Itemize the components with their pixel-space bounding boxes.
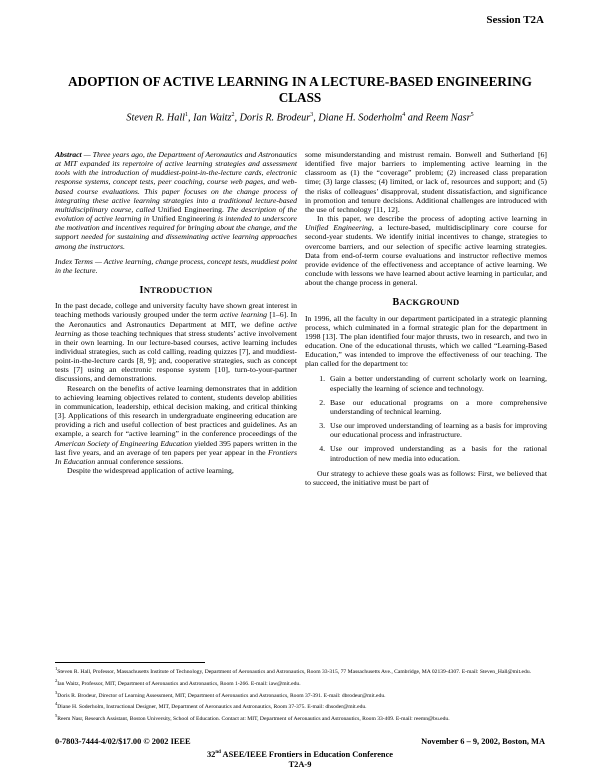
abstract <box>55 150 297 251</box>
footnote <box>55 665 545 677</box>
author-separator: , <box>187 112 194 124</box>
left-column <box>55 150 297 475</box>
list-item: 1. Gain a better understanding of current scholarly work on learning, especially the learning of science and technology. <box>327 374 547 392</box>
footnote-divider <box>55 662 205 663</box>
footnote <box>55 689 545 701</box>
list-item: 3. Use our improved understanding of learning as a basis for improving our educational process and infrastructure. <box>327 421 547 439</box>
author-mark: 4 <box>402 112 406 118</box>
footnote-text: Ian Waitz, Professor, MIT, Department of Aeronautics and Astronautics, Room 1-266. E-mail: iaw@mit.edu. <box>57 680 301 687</box>
text-run: annual conference sessions. <box>95 456 184 466</box>
footnote-text: Reem Nasr, Research Assistant, Boston University, School of Education. Contact at: MIT, Department of Aeronautics and Astronautics, Room 33-409. E-mail: reemn@bu.edu. <box>57 715 450 722</box>
conference-line <box>0 748 600 760</box>
text-run: as those teaching techniques that stress students’ active involvement in their own learning. In our lecture-based courses, active learning includes individual strategies, such as cold calling, reading quizzes [7], and muddiest-point-in-the-lecture cards [8, 9]; and, cooperative strategies, such as concept tests [7] using an electronic response system [10], turn-to-your-partner discussions, and demonstrations. <box>55 328 297 384</box>
author-mark: 3 <box>310 112 314 118</box>
right-column <box>305 150 547 487</box>
author-mark: 1 <box>184 112 188 118</box>
list-item: 2. Base our educational programs on a more comprehensive understanding of technical learning. <box>327 398 547 416</box>
author-name: Ian Waitz <box>193 112 232 124</box>
author-mark: 5 <box>470 112 474 118</box>
term: active learning <box>219 310 268 320</box>
conference-name: ASEE/IEEE Frontiers in Education Conference <box>220 749 394 759</box>
text-run: In the past decade, college and university faculty have shown great interest in teaching methods variously grouped under the term <box>55 301 297 320</box>
author-name: Steven R. Hall <box>126 112 185 124</box>
author-name: Reem Nasr <box>425 112 471 124</box>
author-name: Diane H. Soderholm <box>318 112 403 124</box>
course-name: Unified Engineering <box>151 214 216 224</box>
paragraph: Our strategy to achieve these goals was as follows: First, we believed that to succeed, the initiative must be part of <box>305 468 547 487</box>
paragraph <box>55 301 297 383</box>
footnote-text: Steven R. Hall, Professor, Massachusetts Institute of Technology, Department of Aeronautics and Astronautics, Room 33-315, 77 Massachusetts Ave., Cambridge, MA 02139-4307. E-mail: Steven_Hall@mit.edu. <box>57 668 532 675</box>
abstract-lead: Abstract <box>55 150 82 159</box>
text-run: , a lecture-based, multidisciplinary core course for second-year students. We identify initial incentives to change, strategies to overcome barriers, and our selection of specific active learning strategies. Data from end-of-term course evaluations and instructor reflective memos provide evidence of the effectiveness and acceptance of active learning. We conclude with lessons we have learned about active learning in particular, and about the change process in general. <box>305 223 547 288</box>
abstract-text: . The description of the evolution of active learning in <box>55 204 297 224</box>
paper-title: ADOPTION OF ACTIVE LEARNING IN A LECTURE-BASED ENGINEERING CLASS <box>68 74 532 105</box>
conference-suffix: nd <box>215 750 221 755</box>
text-run: Research on the benefits of active learning demonstrates that in addition to achieving learning objectives related to content, students develop abilities in communication, leadership, ethical decision making, and critical thinking [3]. Applications of this research in undergraduate engineering education are providing a rich and useful collection of best practices and guidelines. As an example, a search for “active learning” in the conference proceedings of the <box>55 383 297 439</box>
session-label: Session T2A <box>486 14 544 26</box>
heading-initial: I <box>139 285 144 297</box>
paragraph <box>55 384 297 466</box>
footer-isbn: 0-7803-7444-4/02/$17.00 © 2002 IEEE <box>55 737 191 746</box>
course-name: Unified Engineering <box>305 223 372 233</box>
footnote-mark: 2 <box>55 677 58 683</box>
footnote-mark: 4 <box>55 701 58 707</box>
footnote <box>55 700 545 712</box>
footnote-text: Diane H. Soderholm, Instructional Designer, MIT, Department of Aeronautics and Astronautics, Room 37-375. E-mail: dhsoder@mit.edu. <box>57 704 367 711</box>
paragraph: In 1996, all the faculty in our department participated in a strategic planning process, which culminated in a formal strategic plan for the department in 1998 [13]. The plan identified four major thrusts, two in research, and two in education. One of the educational thrusts, which we called “Learning-Based Education,” was intended to improve the effectiveness of our teaching. The plan called for the department to: <box>305 313 547 369</box>
author-separator: , <box>313 112 319 124</box>
author-list <box>40 112 560 123</box>
term: active learning <box>55 319 297 338</box>
paragraph: some misunderstanding and mistrust remain. Bonwell and Sutherland [6] identified five major barriers to implementing active learning in the classroom as (1) the “coverage” problem; (2) increased class preparation time; (3) large classes; (4) limited, or lack of, resources and support; and (5) the risks of colleagues’ disapproval, student dissatisfaction, and significance in promotion and tenure decisions. Additional challenges are introduced with the use of technology [11, 12]. <box>305 150 547 214</box>
conference-name: Frontiers In Education <box>55 447 297 466</box>
section-heading-introduction <box>55 286 297 295</box>
footnote-mark: 3 <box>55 689 58 695</box>
footnote-mark: 1 <box>55 666 58 671</box>
page-number: T2A-9 <box>288 759 312 769</box>
paragraph <box>305 214 547 287</box>
conference-number: 32 <box>206 749 216 759</box>
list-item: 4. Use our improved understanding as a basis for the rational introduction of new media into education. <box>327 444 547 462</box>
author-separator: and <box>405 112 426 124</box>
footnote <box>55 712 545 724</box>
author-name: Doris R. Brodeur <box>239 112 311 124</box>
footer-date: November 6 – 9, 2002, Boston, MA <box>421 737 545 746</box>
abstract-text: — Three years ago, the Department of Aeronautics and Astronautics at MIT expanded its repertoire of active learning strategies and assessment tools with the introduction of muddiest-point-in-the-lecture cards, electronic response systems, concept tests, peer coaching, course web pages, and web-based course evaluations. This paper focuses on the change process of integrating these active learning strategies into a traditional lecture-based multidisciplinary course, called <box>55 150 297 214</box>
text-run: In this paper, we describe the process of adopting active learning in <box>317 214 547 224</box>
heading-rest: NTRODUCTION <box>143 285 213 296</box>
journal-name: American Society of Engineering Education <box>55 438 193 448</box>
section-heading-background <box>305 298 547 307</box>
text-run: yielded 395 papers written in the last five years, and an average of ten papers per year appear in the <box>55 438 297 457</box>
footnotes <box>55 665 545 724</box>
heading-initial: B <box>392 297 400 309</box>
text-run: [1–6]. In the Aeronautics and Astronautics Department at MIT, we define <box>55 310 298 329</box>
index-terms: Index Terms — Active learning, change process, concept tests, muddiest point in the lecture. <box>55 256 297 275</box>
author-mark: 2 <box>231 112 235 118</box>
goals-list <box>305 374 547 462</box>
footnote <box>55 677 545 689</box>
course-name: Unified Engineering <box>157 204 223 214</box>
footer-conference <box>0 748 600 770</box>
footnote-mark: 5 <box>55 713 58 719</box>
abstract-text: is intended to underscore the motivation and incentives required for bringing about the change, and the support needed for sustaining and disseminating active learning approaches among the instructors. <box>55 214 297 251</box>
heading-rest: ACKGROUND <box>399 297 460 308</box>
paragraph: Despite the widespread application of active learning, <box>67 466 234 475</box>
footnote-text: Doris R. Brodeur, Director of Learning Assessment, MIT, Department of Aeronautics and Astronautics, Room 37-391. E-mail: dbrodeur@mit.edu. <box>57 692 386 699</box>
author-separator: , <box>234 112 240 124</box>
